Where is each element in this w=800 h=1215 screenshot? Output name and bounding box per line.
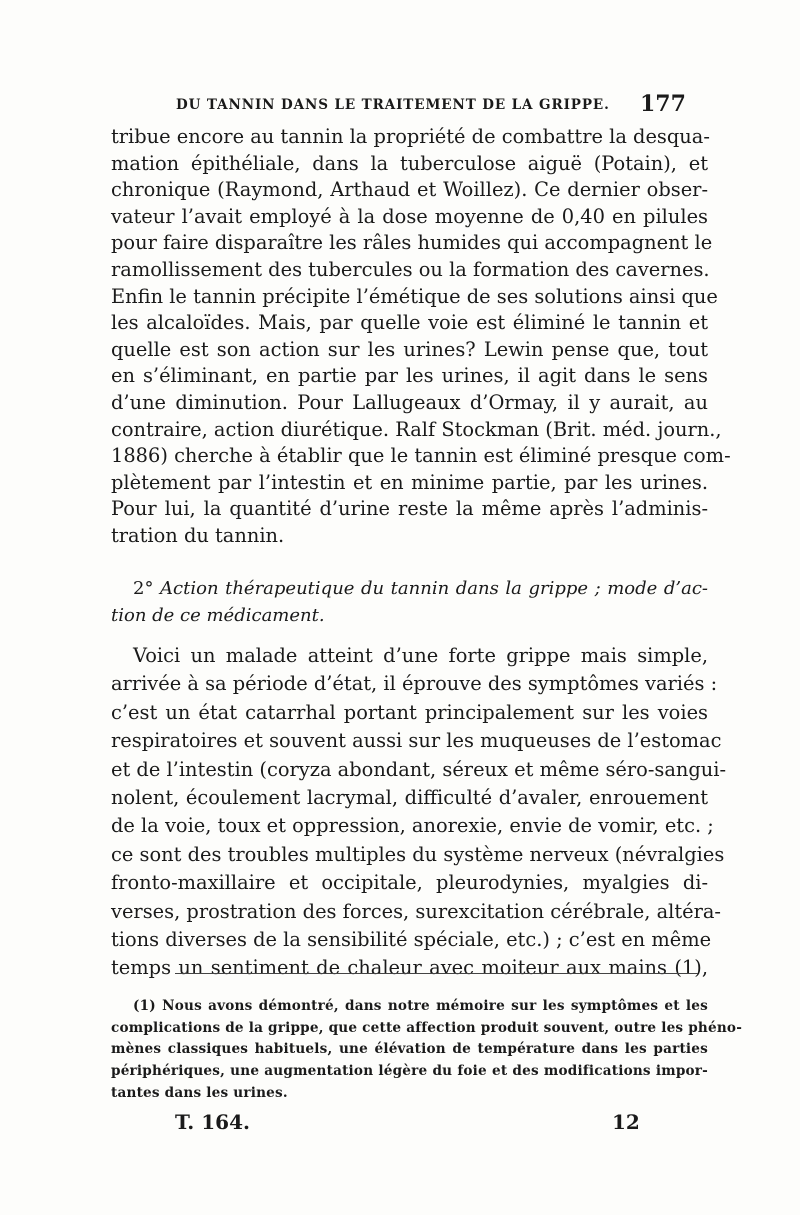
section-number: 2°: [133, 578, 154, 599]
running-head: DU TANNIN DANS LE TRAITEMENT DE LA GRIPPE.: [176, 97, 610, 113]
text-line: Enfin le tannin précipite l’émétique de ses solutions ainsi que: [111, 284, 718, 308]
text-line: verses, prostration des forces, surexcitation cérébrale, altéra-: [111, 899, 721, 923]
footnote-line: tantes dans les urines.: [111, 1084, 288, 1101]
text-line: nolent, écoulement lacrymal, difficulté d’avaler, enrouement: [111, 785, 708, 809]
paragraph-2: [111, 642, 727, 983]
text-line: c’est un état catarrhal portant principalement sur les voies: [111, 700, 708, 724]
text-line: tribue encore au tannin la propriété de combattre la desqua-: [111, 125, 710, 148]
text-line: plètement par l’intestin et en minime partie, par les urines.: [111, 470, 708, 494]
text-line: tions diverses de la sensibilité spéciale, etc.) ; c’est en même: [111, 927, 712, 951]
text-line: mation épithéliale, dans la tuberculose aiguë (Potain), et: [111, 151, 708, 175]
text-line: de la voie, toux et oppression, anorexie, envie de vomir, etc. ;: [111, 814, 714, 838]
footnote-line: périphériques, une augmentation légère du foie et des modifications impor-: [111, 1063, 708, 1080]
text-line: en s’éliminant, en partie par les urines, il agit dans le sens: [111, 364, 708, 388]
section-heading-line-1: [111, 575, 708, 602]
text-line: respiratoires et souvent aussi sur les muqueuses de l’estomac: [111, 729, 722, 753]
text-line: Voici un malade atteint d’une forte grippe mais simple,: [133, 644, 708, 667]
text-line: d’une diminution. Pour Lallugeaux d’Ormay, il y aurait, au: [111, 390, 708, 414]
footnote: [111, 996, 743, 1104]
text-line: 1886) cherche à établir que le tannin est éliminé presque com-: [111, 444, 731, 468]
text-line: fronto-maxillaire et occipitale, pleurodynies, myalgies di-: [111, 871, 708, 895]
footnote-line: complications de la grippe, que cette affection produit souvent, outre les phéno-: [111, 1019, 743, 1036]
text-line: contraire, action diurétique. Ralf Stockman (Brit. méd. journ.,: [111, 417, 722, 441]
text-line: temps un sentiment de chaleur avec moiteur aux mains (1),: [111, 956, 708, 980]
text-line: ce sont des troubles multiples du système nerveux (névralgies: [111, 842, 725, 866]
section-title: Action thérapeutique du tannin dans la grippe ; mode d’ac-: [160, 578, 708, 599]
volume-signature: T. 164.: [175, 1110, 250, 1134]
paragraph-1: [111, 124, 731, 550]
text-line: les alcaloïdes. Mais, par quelle voie est éliminé le tannin et: [111, 311, 708, 335]
sheet-number: 12: [612, 1110, 640, 1134]
text-line: Pour lui, la quantité d’urine reste la même après l’adminis-: [111, 497, 708, 521]
text-line: quelle est son action sur les urines? Lewin pense que, tout: [111, 337, 708, 361]
section-heading-line-2: tion de ce médicament.: [111, 605, 325, 626]
text-line: et de l’intestin (coryza abondant, séreux et même séro-sangui-: [111, 757, 727, 781]
text-line: chronique (Raymond, Arthaud et Woillez). Ce dernier obser-: [111, 178, 708, 202]
text-line: ramollissement des tubercules ou la formation des cavernes.: [111, 257, 710, 281]
text-line: vateur l’avait employé à la dose moyenne de 0,40 en pilules: [111, 204, 708, 228]
text-line: pour faire disparaître les râles humides qui accompagnent le: [111, 231, 713, 255]
page-number: 177: [640, 91, 686, 117]
text-line: tration du tannin.: [111, 523, 285, 547]
footnote-line: (1) Nous avons démontré, dans notre mémoire sur les symptômes et les: [133, 998, 708, 1014]
footnote-line: mènes classiques habituels, une élévation de température dans les parties: [111, 1041, 708, 1058]
footnote-divider: [175, 973, 698, 974]
text-line: arrivée à sa période d’état, il éprouve des symptômes variés :: [111, 672, 718, 696]
section-heading: [111, 575, 708, 629]
